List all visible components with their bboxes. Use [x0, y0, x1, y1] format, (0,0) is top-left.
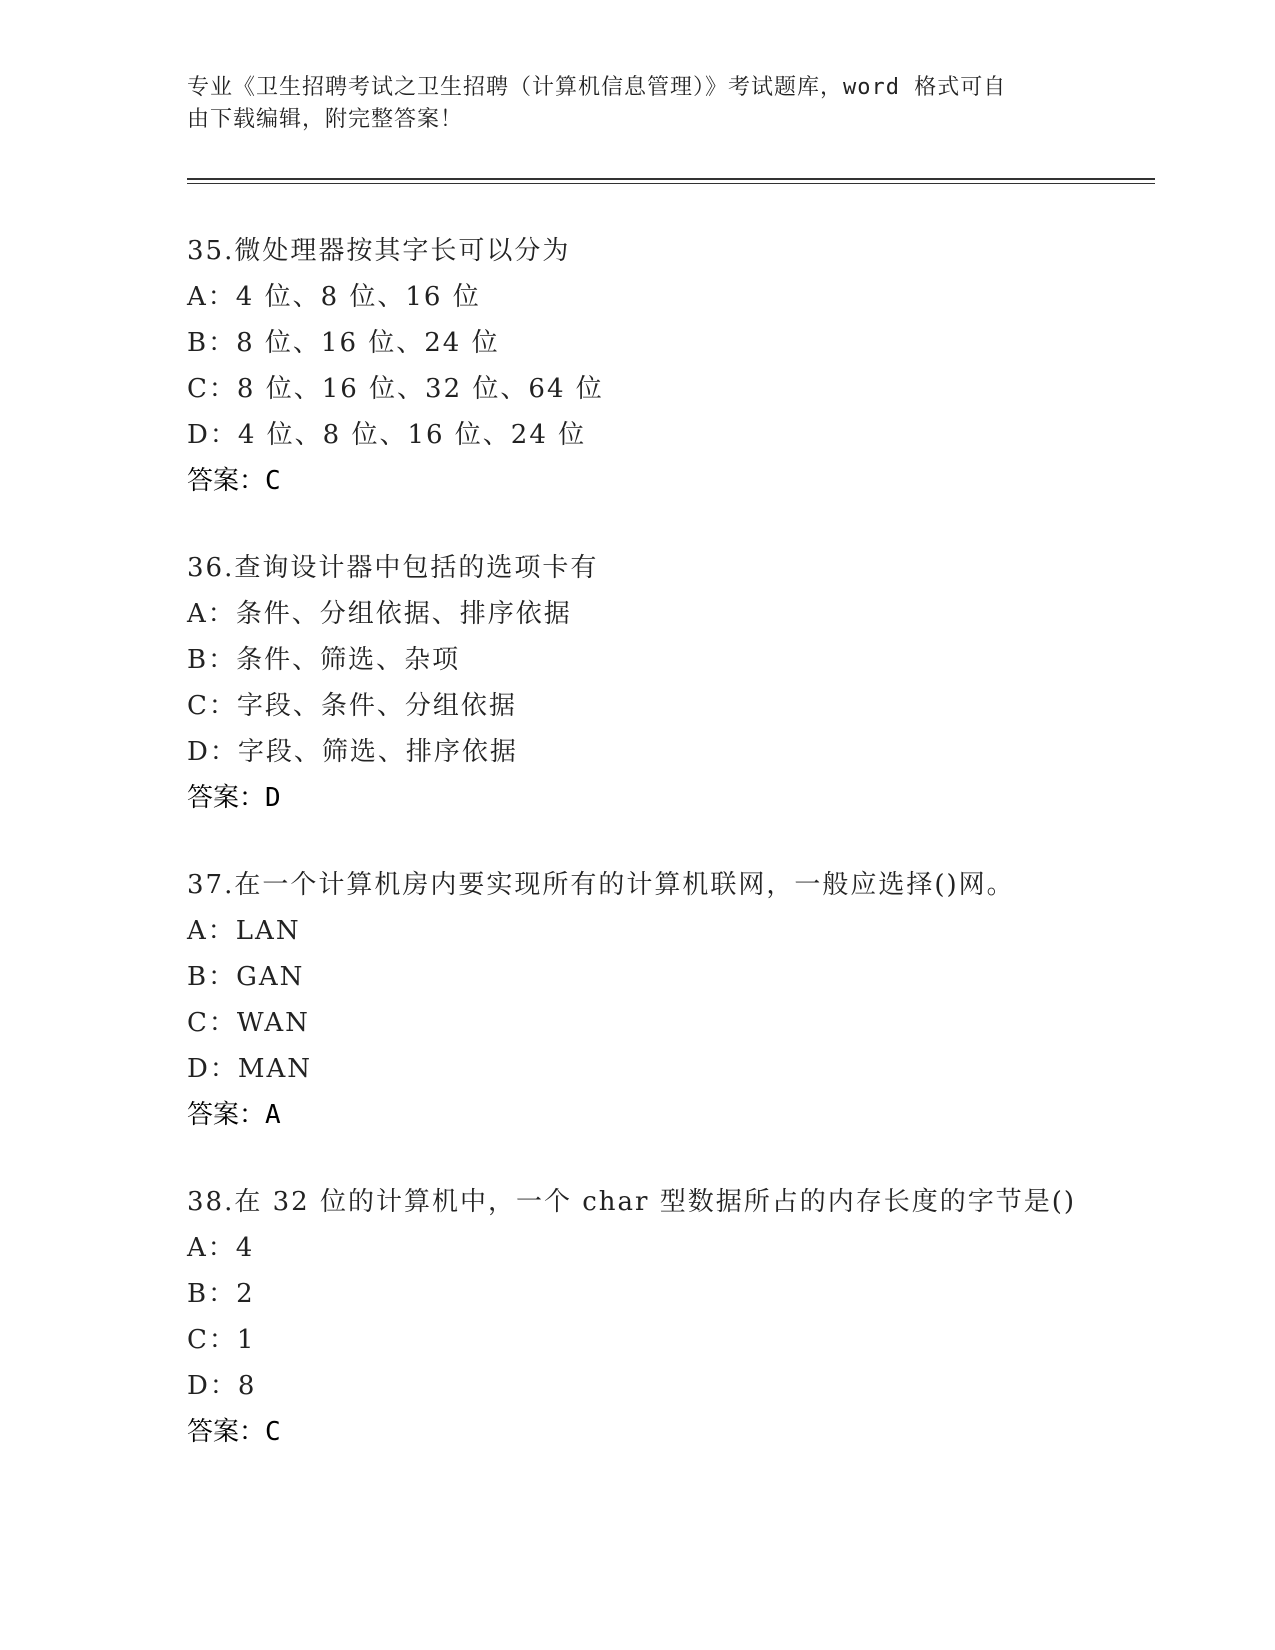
- option-d: D：字段、筛选、排序依据: [187, 737, 518, 767]
- question-35: [187, 236, 1107, 512]
- option-c: C：WAN: [187, 1008, 310, 1038]
- option-d: D：4 位、8 位、16 位、24 位: [187, 420, 587, 450]
- question-36: [187, 553, 1107, 829]
- document-header: [187, 72, 1067, 136]
- option-a: A：LAN: [187, 916, 301, 946]
- question-title: 37.在一个计算机房内要实现所有的计算机联网，一般应选择()网。: [187, 870, 1015, 900]
- question-title: 36.查询设计器中包括的选项卡有: [187, 553, 599, 583]
- option-a: A：条件、分组依据、排序依据: [187, 599, 572, 629]
- option-c: C：1: [187, 1325, 256, 1355]
- option-c: C：字段、条件、分组依据: [187, 691, 517, 721]
- option-a: A：4: [187, 1233, 255, 1263]
- answer: 答案：C: [187, 466, 281, 496]
- question-37: [187, 870, 1107, 1146]
- header-divider-top: [187, 178, 1155, 180]
- option-d: D：MAN: [187, 1054, 312, 1084]
- option-b: B：8 位、16 位、24 位: [187, 328, 500, 358]
- header-line-2: 由下载编辑，附完整答案！: [187, 107, 464, 132]
- option-b: B：条件、筛选、杂项: [187, 645, 461, 675]
- answer: 答案：C: [187, 1417, 281, 1447]
- option-c: C：8 位、16 位、32 位、64 位: [187, 374, 604, 404]
- header-line-1: 专业《卫生招聘考试之卫生招聘（计算机信息管理）》考试题库，word 格式可自: [187, 75, 1007, 100]
- option-d: D：8: [187, 1371, 257, 1401]
- answer: 答案：A: [187, 1100, 281, 1130]
- option-b: B：2: [187, 1279, 255, 1309]
- question-38: [187, 1187, 1107, 1463]
- question-title: 35.微处理器按其字长可以分为: [187, 236, 571, 266]
- answer: 答案：D: [187, 783, 281, 813]
- option-b: B：GAN: [187, 962, 305, 992]
- option-a: A：4 位、8 位、16 位: [187, 282, 481, 312]
- question-title: 38.在 32 位的计算机中，一个 char 型数据所占的内存长度的字节是(): [187, 1187, 1077, 1217]
- header-divider-bottom: [187, 183, 1155, 184]
